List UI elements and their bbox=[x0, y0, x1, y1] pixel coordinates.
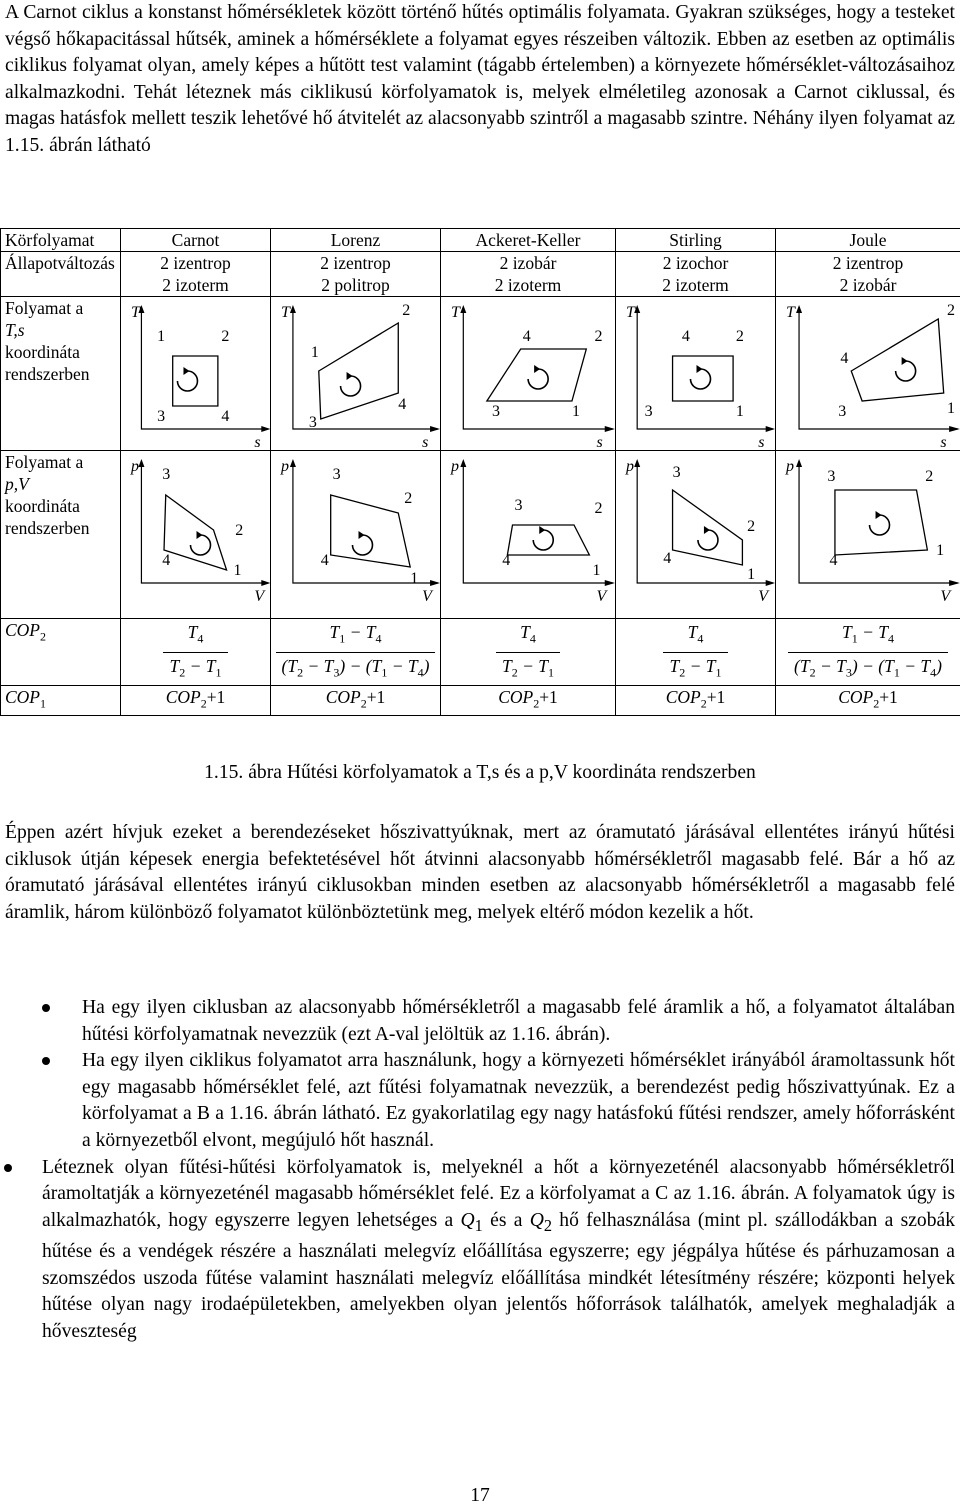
axis-arrow-icon bbox=[460, 305, 466, 313]
point-label: 2 bbox=[402, 302, 411, 319]
list-item: Ha egy ilyen ciklikus folyamatot arra használunk, hogy a környezeti hőmérséklet irányából áramoltassunk hőt egy magasabb hőmérséklet felé, azt fűtési folyamatnak nevezzük, a berendezést pedig hőszivattyúnak. Ez a körfolyamat a B a 1.16. ábrán látható. Ez gyakorlatilag egy nagy hatásfokú fűtési rendszer, amely hőforrásként a környezetből elvont, megújuló hőt használ. bbox=[0, 1048, 955, 1154]
state-change-cell: 2 izochor 2 izoterm bbox=[616, 252, 776, 297]
point-label: 3 bbox=[332, 466, 341, 483]
ts-diagram-joule bbox=[776, 297, 960, 451]
page-number: 17 bbox=[470, 1485, 490, 1506]
point-label: 3 bbox=[827, 468, 836, 485]
axis-arrow-icon bbox=[634, 305, 640, 313]
axis-arrow-icon bbox=[766, 426, 775, 432]
point-label: 4 bbox=[663, 550, 672, 567]
cycle-name: Stirling bbox=[616, 229, 776, 252]
ts-diagram-stirling bbox=[616, 297, 776, 451]
point-label: 3 bbox=[644, 403, 653, 420]
rotation-arrow-icon bbox=[177, 371, 197, 391]
axis-arrow-icon bbox=[261, 580, 270, 586]
arrow-head-icon bbox=[197, 531, 203, 539]
axis-lines bbox=[799, 307, 958, 429]
state-change-row bbox=[1, 252, 960, 297]
bullet-dot-icon bbox=[42, 1057, 50, 1065]
cycle-path bbox=[835, 490, 927, 555]
axis-lines bbox=[293, 461, 438, 583]
point-label: 4 bbox=[162, 552, 171, 569]
point-label: 3 bbox=[672, 464, 681, 481]
table-header-row bbox=[1, 229, 960, 252]
axis-label-y: p bbox=[786, 458, 794, 475]
point-label: 4 bbox=[829, 552, 838, 569]
state-change-cell: 2 izentrop 2 izoterm bbox=[121, 252, 271, 297]
axis-lines bbox=[463, 461, 613, 583]
body-paragraph: Éppen azért hívjuk ezeket a berendezéseket hőszivattyúknak, mert az óramutató járásával ellentétes irányú hűtési ciklusok útján képesek energia befektetésével hőt átvinni alacsonyabb hőmérsékletről magasabb felé. Bár a hő az óramutató járásával ellentétes irányú ciklusokban minden esetben az alacsonyabb hőmérsékletről a magasabb felé áramlik, három különböző folyamatot különböztetünk meg, melyek eltérő módon kezelik a hőt. bbox=[5, 822, 955, 923]
rotation-arrow-icon bbox=[191, 535, 211, 555]
point-label: 1 bbox=[936, 542, 945, 559]
point-label: 1 bbox=[157, 328, 166, 345]
cop2-row bbox=[1, 619, 960, 686]
pv-diagram-carnot bbox=[121, 451, 271, 619]
axis-label-y: p bbox=[451, 458, 459, 475]
axis-arrow-icon bbox=[766, 580, 775, 586]
axis-arrow-icon bbox=[605, 580, 615, 586]
arrow-head-icon bbox=[534, 365, 540, 373]
cop1-value: $COP_2+1$ bbox=[616, 686, 776, 716]
list-item: Léteznek olyan fűtési-hűtési körfolyamatok is, melyeknél a hőt a környezeténél alacsonyabb hőmérsékletről áramoltatják a környezeténél magasabb hőmérséklet felé. Ez a körfolyamat a C az 1.16. ábrán. A folyamatok úgy is alkalmazhatók, hogy egyszerre legyen lehetséges a $Q_1$ és a $Q_2$ hő felhasználása (mint pl. szállodákban a szobák hűtése és a vendégek részére a használati melegvíz előállítása egyszerre; egy jégpálya hűtése és párhuzamosan a szomszédos uszoda fűtése valamint használati melegvíz előállítása mindkét létesítmény részére; központi helyek hűtése olyan nagy irodaépületekben, amelyekben olyan jelentős hőforrások találhatók, amelyek meghaladják a hőveszteség bbox=[0, 1155, 955, 1346]
point-label: 2 bbox=[594, 328, 603, 345]
point-label: 3 bbox=[157, 408, 166, 425]
point-label: 1 bbox=[571, 403, 580, 420]
point-label: 1 bbox=[592, 562, 601, 579]
axis-arrow-icon bbox=[796, 459, 802, 467]
cycle-path bbox=[673, 356, 734, 401]
pv-row-label: Folyamat a p,V koordináta rendszerben bbox=[1, 451, 121, 619]
axis-lines bbox=[141, 461, 268, 583]
point-label: 2 bbox=[221, 328, 230, 345]
axis-arrow-icon bbox=[290, 305, 296, 313]
axis-label-x: s bbox=[254, 434, 261, 449]
axis-arrow-icon bbox=[430, 580, 440, 586]
arrow-head-icon bbox=[347, 372, 353, 380]
bullet-dot-icon bbox=[42, 1004, 50, 1012]
header-label: Körfolyamat bbox=[1, 229, 121, 252]
axis-arrow-icon bbox=[460, 459, 466, 467]
axis-arrow-icon bbox=[949, 426, 960, 432]
cop1-value: $COP_2+1$ bbox=[441, 686, 616, 716]
point-label: 3 bbox=[162, 466, 171, 483]
axis-arrow-icon bbox=[949, 580, 960, 586]
list-item: Ha egy ilyen ciklusban az alacsonyabb hőmérsékletről a magasabb felé áramlik a hő, a folyamatot általában hűtési körfolyamatnak nevezzük (ezt A-val jelöltük az 1.16. ábrán). bbox=[0, 995, 955, 1048]
cop2-label: $COP_2$ bbox=[1, 619, 121, 686]
point-label: 4 bbox=[221, 408, 230, 425]
point-label: 2 bbox=[925, 468, 934, 485]
axis-arrow-icon bbox=[138, 459, 144, 467]
rotation-arrow-icon bbox=[341, 376, 361, 396]
axis-label-x: V bbox=[758, 588, 769, 605]
point-label: 2 bbox=[946, 302, 955, 319]
axis-arrow-icon bbox=[261, 426, 270, 432]
rotation-arrow-icon bbox=[691, 369, 711, 389]
pv-diagram-row bbox=[1, 451, 960, 619]
figure-caption: 1.15. ábra Hűtési körfolyamatok a T,s és a p,V koordináta rendszerben bbox=[204, 762, 756, 783]
point-label: 2 bbox=[235, 522, 244, 539]
state-change-cell: 2 izentrop 2 politrop bbox=[271, 252, 441, 297]
axis-label-y: p bbox=[626, 458, 634, 475]
axis-arrow-icon bbox=[290, 459, 296, 467]
axis-label-x: s bbox=[596, 434, 603, 449]
axis-label-y: T bbox=[451, 304, 460, 321]
arrow-head-icon bbox=[183, 367, 189, 375]
point-label: 1 bbox=[735, 403, 744, 420]
axis-arrow-icon bbox=[605, 426, 615, 432]
bullet-list bbox=[0, 995, 955, 1346]
cycle-table bbox=[0, 228, 960, 716]
axis-label-x: V bbox=[422, 588, 432, 605]
bullet-dot-icon bbox=[4, 1164, 12, 1172]
state-change-cell: 2 izentrop 2 izobár bbox=[776, 252, 960, 297]
rotation-arrow-icon bbox=[896, 361, 916, 381]
cycle-name: Joule bbox=[776, 229, 960, 252]
arrow-head-icon bbox=[697, 365, 703, 373]
axis-lines bbox=[637, 307, 773, 429]
point-label: 3 bbox=[514, 497, 523, 514]
cycle-path bbox=[164, 495, 227, 570]
ts-diagram-carnot bbox=[121, 297, 271, 451]
point-label: 4 bbox=[840, 350, 849, 367]
pv-diagram-ackeret-keller bbox=[441, 451, 616, 619]
ts-diagram-row bbox=[1, 297, 960, 451]
point-label: 3 bbox=[308, 414, 317, 431]
cycle-path bbox=[673, 490, 743, 565]
point-label: 2 bbox=[594, 500, 603, 517]
axis-label-y: T bbox=[131, 304, 140, 321]
axis-label-y: T bbox=[786, 304, 795, 321]
ts-diagram-lorenz bbox=[271, 297, 441, 451]
axis-arrow-icon bbox=[796, 305, 802, 313]
ts-row-label: Folyamat a T,s koordináta rendszerben bbox=[1, 297, 121, 451]
point-label: 1 bbox=[310, 344, 319, 361]
cop2-formula-ackeret-keller: $\frac{T_4}{T_2 - T_1}$ bbox=[441, 619, 616, 686]
intro-paragraph: A Carnot ciklus a konstanst hőmérsékletek között történő hűtés optimális folyamata. Gyakran szükséges, hogy a testeket végső hőkapacitással hűtsék, aminek a hőmérséklete a folyamat egyes részeiben változik. Ebben az esetben az optimális ciklikus folyamat olyan, amely képes a hűtött test valamint (tágabb értelemben) a környezete hőmérséklet-változásaihoz alkalmazkodni. Tehát léteznek más ciklikusú körfolyamatok is, melyek elméletileg azonosak a Carnot ciklussal, és magas hatásfok mellett teszik lehetővé hő átvitelét az alacsonyabb szintről a magasabb szintre. Néhány ilyen folyamat az 1.15. ábrán látható bbox=[5, 2, 955, 156]
point-label: 1 bbox=[946, 400, 955, 417]
axis-label-x: V bbox=[254, 588, 265, 605]
cop1-label: $COP_1$ bbox=[1, 686, 121, 716]
cycle-path bbox=[507, 525, 589, 555]
point-label: 1 bbox=[233, 562, 242, 579]
arrow-head-icon bbox=[704, 526, 710, 534]
point-label: 4 bbox=[320, 552, 329, 569]
cop2-formula-joule: $\frac{T_1 - T_4}{(T_2 - T_3) - (T_1 - T_4)}$ bbox=[776, 619, 960, 686]
rotation-arrow-icon bbox=[870, 515, 890, 535]
ts-diagram-ackeret-keller bbox=[441, 297, 616, 451]
point-label: 1 bbox=[410, 570, 419, 587]
rotation-arrow-icon bbox=[352, 535, 372, 555]
cop2-formula-stirling: $\frac{T_4}{T_2 - T_1}$ bbox=[616, 619, 776, 686]
point-label: 4 bbox=[522, 328, 531, 345]
rotation-arrow-icon bbox=[528, 369, 548, 389]
cop2-formula-lorenz: $\frac{T_1 - T_4}{(T_2 - T_3) - (T_1 - T_4)}$ bbox=[271, 619, 441, 686]
point-label: 3 bbox=[838, 403, 847, 420]
axis-label-y: p bbox=[131, 458, 139, 475]
axis-label-y: p bbox=[281, 458, 289, 475]
point-label: 4 bbox=[398, 396, 407, 413]
cycle-path bbox=[851, 319, 943, 401]
point-label: 1 bbox=[747, 566, 756, 583]
cycle-name: Lorenz bbox=[271, 229, 441, 252]
point-label: 4 bbox=[502, 552, 511, 569]
state-row-label: Állapotváltozás bbox=[1, 252, 121, 297]
cop1-row bbox=[1, 686, 960, 716]
point-label: 2 bbox=[747, 518, 756, 535]
state-change-cell: 2 izobár 2 izoterm bbox=[441, 252, 616, 297]
axis-lines bbox=[293, 307, 438, 429]
cycle-path bbox=[487, 349, 586, 401]
arrow-head-icon bbox=[902, 357, 908, 365]
rotation-arrow-icon bbox=[533, 530, 553, 550]
rotation-arrow-icon bbox=[698, 530, 718, 550]
point-label: 4 bbox=[681, 328, 690, 345]
axis-label-x: s bbox=[940, 434, 947, 449]
pv-diagram-stirling bbox=[616, 451, 776, 619]
cop1-value: $COP_2+1$ bbox=[776, 686, 960, 716]
axis-lines bbox=[799, 461, 958, 583]
axis-arrow-icon bbox=[430, 426, 440, 432]
axis-label-x: V bbox=[940, 588, 951, 605]
cop2-formula-carnot: $\frac{T_4}{T_2 - T_1}$ bbox=[121, 619, 271, 686]
arrow-head-icon bbox=[539, 526, 545, 534]
pv-diagram-lorenz bbox=[271, 451, 441, 619]
axis-arrow-icon bbox=[634, 459, 640, 467]
axis-label-x: s bbox=[422, 434, 429, 449]
axis-label-x: V bbox=[596, 588, 607, 605]
point-label: 2 bbox=[735, 328, 744, 345]
axis-label-x: s bbox=[758, 434, 765, 449]
cycle-name: Carnot bbox=[121, 229, 271, 252]
axis-label-y: T bbox=[626, 304, 635, 321]
cycle-path bbox=[319, 323, 399, 419]
axis-label-y: T bbox=[281, 304, 290, 321]
arrow-head-icon bbox=[876, 511, 882, 519]
cop1-value: $COP_2+1$ bbox=[271, 686, 441, 716]
point-label: 3 bbox=[492, 403, 500, 420]
cycle-path bbox=[173, 356, 218, 406]
pv-diagram-joule bbox=[776, 451, 960, 619]
arrow-head-icon bbox=[358, 531, 364, 539]
cycle-path bbox=[331, 495, 411, 567]
cycle-name: Ackeret-Keller bbox=[441, 229, 616, 252]
cop1-value: $COP_2+1$ bbox=[121, 686, 271, 716]
point-label: 2 bbox=[404, 490, 413, 507]
